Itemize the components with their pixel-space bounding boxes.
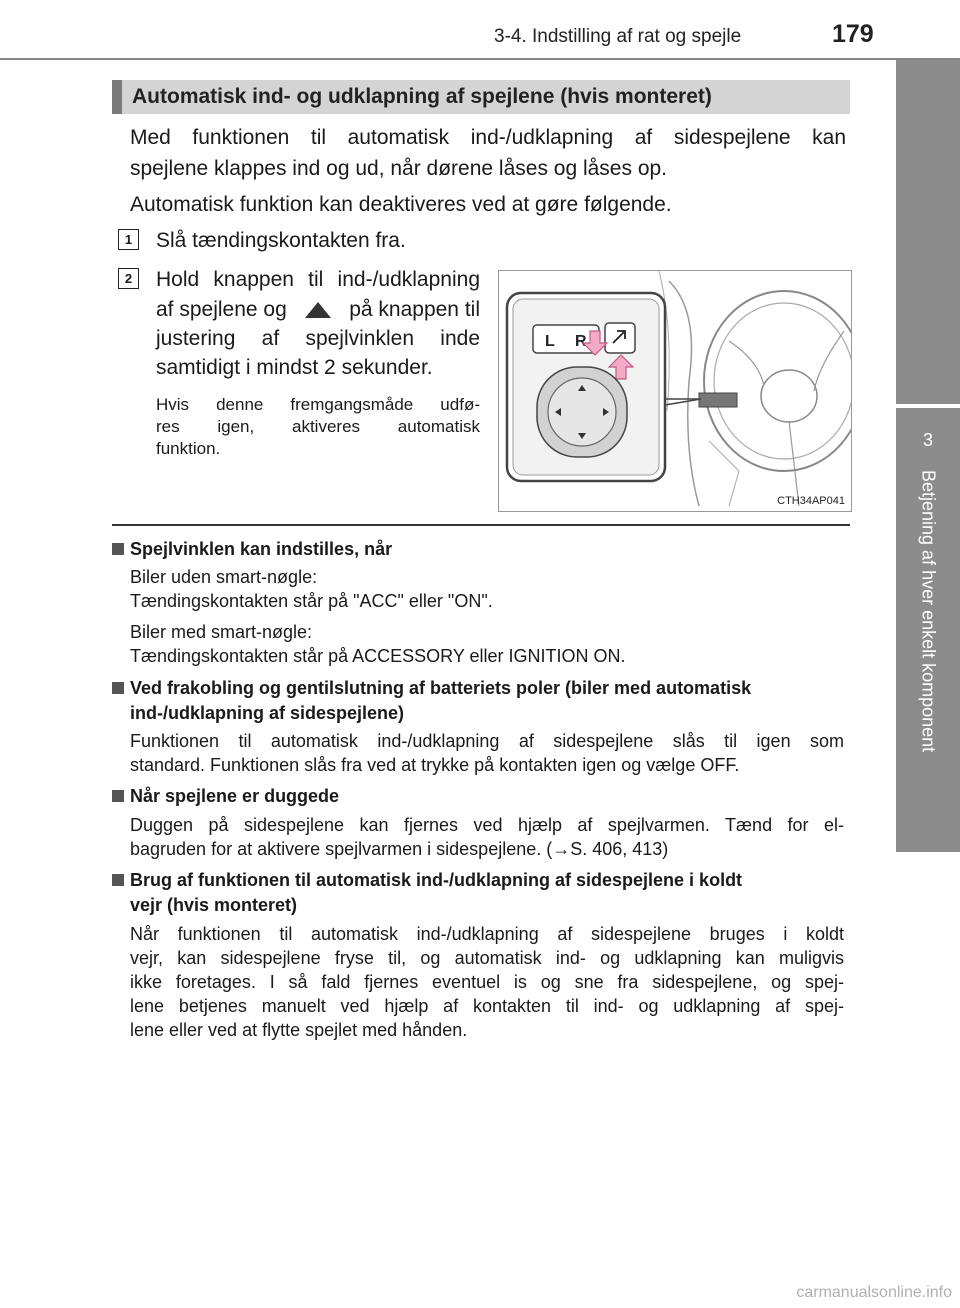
- step-2-line-4: samtidigt i mindst 2 sekunder.: [156, 356, 433, 379]
- note-2-title-text: Ved frakobling og gentilslutning af batteriets poler (biler med automatisk: [130, 678, 752, 698]
- bullet-square-icon: [112, 790, 124, 802]
- right-label: R: [575, 333, 587, 350]
- note-3-line-2: bagruden for at aktivere spejlvarmen i sidespejlene. (→S. 406, 413): [130, 839, 669, 859]
- note-4-line-2: vejr, kan sidespejlene fryse til, og automatisk ind- og udklapning kan muligvis: [130, 948, 844, 968]
- mirror-switch-illustration: [499, 271, 851, 511]
- note-4-line-1: Når funktionen til automatisk ind-/udklapning af sidespejlene bruges i koldt: [130, 924, 844, 944]
- note-4-line-4: lene betjenes manuelt ved hjælp af kontakten til ind- og udklapning af spej-: [130, 996, 844, 1016]
- section-title: Automatisk ind- og udklapning af spejlene (hvis monteret): [132, 85, 712, 108]
- note-2-title-2: ind-/udklapning af sidespejlene): [130, 703, 405, 723]
- note-1-title: [112, 537, 852, 562]
- step-1-number: 1: [118, 229, 139, 250]
- step-2-line-3: justering af spejlvinklen inde: [156, 327, 480, 350]
- note-4-title-text: Brug af funktionen til automatisk ind-/udklapning af sidespejlene i koldt: [130, 870, 743, 890]
- step-2-number: 2: [118, 268, 139, 289]
- note-4-title-1: [112, 868, 852, 893]
- note-3-line-1: Duggen på sidespejlene kan fjernes ved hjælp af spejlvarmen. Tænd for el-: [130, 815, 844, 835]
- note-1-line-2: Tændingskontakten står på "ACC" eller "ON".: [130, 591, 493, 611]
- header-title: 3-4. Indstilling af rat og spejle: [494, 26, 742, 47]
- note-1-line-4: Tændingskontakten står på ACCESSORY eller IGNITION ON.: [130, 646, 626, 666]
- step-2-line-1: Hold knappen til ind-/udklapning: [156, 268, 480, 291]
- note-2-line-2: standard. Funktionen slås fra ved at trykke på kontakten igen og vælge OFF.: [130, 755, 740, 775]
- page-number: 179: [832, 20, 874, 48]
- intro-line-2: spejlene klappes ind og ud, når dørene låses og låses op.: [130, 157, 668, 180]
- left-label: L: [545, 333, 555, 350]
- note-2-line-1: Funktionen til automatisk ind-/udklapning af sidespejlene slås til igen som: [130, 731, 844, 751]
- side-tab-upper: [896, 60, 960, 404]
- note-1-line-1: Biler uden smart-nøgle:: [130, 567, 318, 587]
- note-4-line-3: ikke foretages. I så fald fjernes eventuel is og sne fra sidespejlene, og spej-: [130, 972, 844, 992]
- watermark: carmanualsonline.info: [796, 1284, 952, 1301]
- chapter-label: Betjening af hver enkelt komponent: [918, 470, 939, 753]
- header-rule: [0, 58, 960, 60]
- intro-line-1: Med funktionen til automatisk ind-/udklapning af sidespejlene kan: [130, 126, 846, 149]
- note-3-title-text: Når spejlene er duggede: [130, 786, 340, 806]
- note-1-line-3: Biler med smart-nøgle:: [130, 622, 313, 642]
- note-2-title-1: [112, 676, 852, 701]
- mirror-switch-figure: [498, 270, 852, 512]
- section-divider: [112, 524, 850, 526]
- chapter-number: 3: [922, 430, 933, 450]
- step-2-line-2b: på knappen til: [349, 298, 480, 321]
- step-2-line-2: [156, 294, 480, 325]
- bullet-square-icon: [112, 543, 124, 555]
- note-4-title-2: vejr (hvis monteret): [130, 895, 298, 915]
- bullet-square-icon: [112, 682, 124, 694]
- note-1-title-text: Spejlvinklen kan indstilles, når: [130, 539, 393, 559]
- note-4-line-5: lene eller ved at flytte spejlet med hånden.: [130, 1020, 468, 1040]
- step-2-note-1: Hvis denne fremgangsmåde udfø-: [156, 395, 480, 414]
- figure-code: CTH34AP041: [777, 495, 845, 507]
- step-1-text: Slå tændingskontakten fra.: [156, 229, 406, 252]
- intro-line-3: Automatisk funktion kan deaktiveres ved at gøre følgende.: [130, 193, 672, 216]
- note-3-title: [112, 784, 852, 809]
- step-2-note-2: res igen, aktiveres automatisk: [156, 417, 480, 436]
- section-bar-accent: [112, 80, 122, 114]
- step-2-line-2a: af spejlene og: [156, 298, 287, 321]
- step-2-note-3: funktion.: [156, 439, 221, 458]
- up-arrow-icon: [305, 302, 331, 318]
- bullet-square-icon: [112, 874, 124, 886]
